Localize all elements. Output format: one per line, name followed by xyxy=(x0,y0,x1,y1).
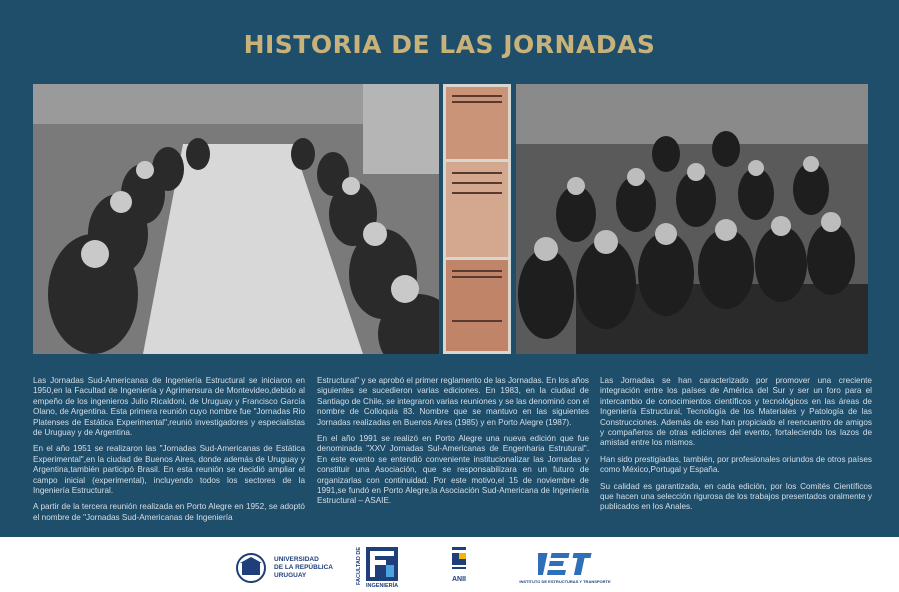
udelar-line-1: UNIVERSIDAD xyxy=(274,556,319,563)
document-scan-1 xyxy=(446,87,508,159)
text-column-3 xyxy=(600,376,872,519)
udelar-logo xyxy=(234,553,364,587)
udelar-line-3: URUGUAY xyxy=(274,572,307,579)
fing-bottom-text: INGENIERÍA xyxy=(366,583,399,589)
fing-vertical-text: FACULTAD DE xyxy=(356,547,362,585)
audience-photo xyxy=(516,84,868,354)
document-scan-3 xyxy=(446,260,508,351)
university-seal-icon xyxy=(234,553,268,583)
document-scans xyxy=(443,84,511,354)
paragraph: Las Jornadas se han caracterizado por promover una creciente integración entre los países de América del Sur y ser un foro para el intercambio de conocimientos científicos y tecnológicos en las áreas de Ingeniería Estructural, Tecnología de los Materiales y Patología de las Construcciones. Además de eso han propiciado el reencuentro de amigos y compañeros de otras ediciones del evento, fortaleciendo los lazos de amistad entre los mismos. xyxy=(600,376,872,448)
paragraph: Han sido prestigiadas, también, por profesionales oriundos de otros países como México,Portugal y España. xyxy=(600,454,872,475)
iet-text: INSTITUTO DE ESTRUCTURAS Y TRANSPORTE xyxy=(519,579,611,584)
anii-logo xyxy=(446,545,472,589)
paragraph: Estructural" y se aprobó el primer reglamento de las Jornadas. En los años siguientes se sucedieron varias ediciones. En 1983, en la ciudad de Santiago de Chile, se integraron varias reuniones y se las denominó con el nombre de Colloquia 83. Nombre que se mantuvo en las siguientes Jornadas realizadas en Buenos Aires (1985) y en Porto Alegre (1987). xyxy=(317,376,589,427)
anii-emblem-icon xyxy=(446,545,472,575)
paragraph: Su calidad es garantizada, en cada edición, por los Comités Científicos que hacen una selección rigurosa de los trabajos presentados oralmente y publicados en los Anales. xyxy=(600,481,872,512)
fing-emblem-icon xyxy=(366,547,398,581)
text-column-2 xyxy=(317,376,589,513)
text-column-1 xyxy=(33,376,305,529)
paragraph: A partir de la tercera reunión realizada en Porto Alegre en 1952, se adoptó el nombre de "Jornadas Sud-Americanas de Ingeniería xyxy=(33,502,305,522)
iet-emblem-icon xyxy=(538,551,592,577)
fing-logo xyxy=(356,545,400,589)
banquet-photo xyxy=(33,84,439,354)
paragraph: En el año 1991 se realizó en Porto Alegre una nueva edición que fue denominada "XXV Jornadas Sul-Americanas de Engenharia Estrutural". En este evento se entendió conveniente institucionalizar las Jornadas y constituir una Asociación, que se responsabilizara en un futuro de organizarlas con continuidad. Por este motivo,el 15 de noviembre de 1991,se fundó en Porto Alegre,la Asociación Sud-Americana de Ingeniería Estructural – ASAIE. xyxy=(317,434,589,506)
udelar-line-2: DE LA REPÚBLICA xyxy=(274,564,333,571)
iet-logo xyxy=(510,551,620,589)
anii-text: ANII xyxy=(452,576,466,583)
footer xyxy=(0,537,899,592)
paragraph: En el año 1951 se realizaron las "Jornadas Sud-Americanas de Estática Experimental",en la ciudad de Buenos Aires, donde además de Uruguay y Argentina,también participó Brasil. En esta reunión se decidió ampliar el campo inicial (experimental), incluyendo todos los sectores de la Ingeniería Estructural. xyxy=(33,444,305,496)
page-title: HISTORIA DE LAS JORNADAS xyxy=(243,30,656,59)
paragraph: Las Jornadas Sud-Americanas de Ingeniería Estructural se iniciaron en 1950,en la Facultad de Ingeniería y Agrimensura de Montevideo,debido al empeño de los ingenieros Julio Ricaldoni, de Uruguay y Francisco García Olano, de Argentina. Esta primera reunión cuyo nombre fue "Jornadas Rio Platenses de Estática Experimental",reunió investigadores y especialistas de Uruguay y de Argentina. xyxy=(33,376,305,438)
document-scan-2 xyxy=(446,162,508,257)
